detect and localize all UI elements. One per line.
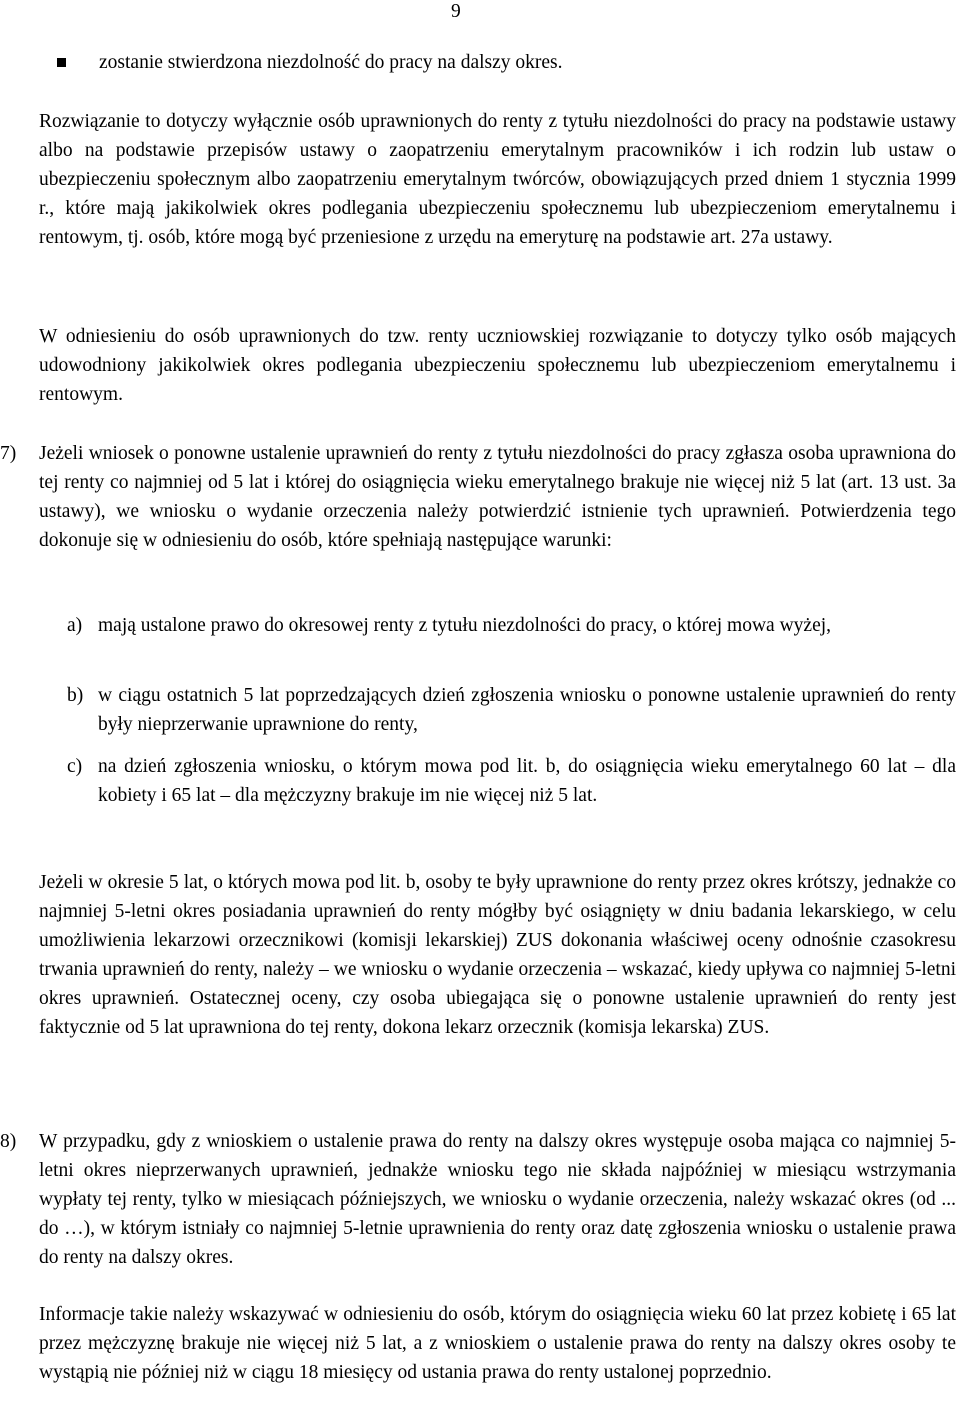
item-8-label: 8) (0, 1131, 17, 1152)
item-8-text: W przypadku, gdy z wnioskiem o ustalenie prawa do renty na dalszy okres występuje osoba mająca co najmniej 5-letni okres nieprzerwanych uprawnień, jednakże wniosku tego nie składa najpóźniej w miesiącu wstrzymania wypłaty tej renty, tylko w miesiącach późniejszych, we wniosku o wydanie orzeczenia, należy wskazać okres (od ... do …), w którym istniały co najmniej 5-letnie uprawnienia do renty oraz datę zgłoszenia wniosku o ustalenie prawa do renty na dalszy okres. (39, 1131, 956, 1268)
paragraph-rozwiazanie: Rozwiązanie to dotyczy wyłącznie osób uprawnionych do renty z tytułu niezdolności do pracy na podstawie ustawy albo na podstawie przepisów ustawy o zaopatrzeniu emerytalnym pracowników i ich rodzin lub ustaw o ubezpieczeniu społecznym albo zaopatrzeniu emerytalnym twórców, obowiązujących przed dniem 1 stycznia 1999 r., które mają jakikolwiek okres podlegania ubezpieczeniu społecznemu lub ubezpieczeniom emerytalnemu i rentowym, tj. osób, które mogą być przeniesione z urzędu na emeryturę na podstawie art. 27a ustawy. (39, 111, 956, 248)
sub-item-c-letter: c) (67, 756, 83, 777)
sub-item-a-letter: a) (67, 615, 83, 636)
square-bullet-icon (57, 58, 66, 67)
sub-item-b-letter: b) (67, 685, 84, 706)
sub-item-c-text: na dzień zgłoszenia wniosku, o którym mowa pod lit. b, do osiągnięcia wieku emerytalnego 60 lat – dla kobiety i 65 lat – dla mężczyzny brakuje im nie więcej niż 5 lat. (98, 756, 956, 806)
paragraph-renta-uczniowska: W odniesieniu do osób uprawnionych do tzw. renty uczniowskiej rozwiązanie to dotyczy tylko osób mających udowodniony jakikolwiek okres podlegania ubezpieczeniu społecznemu lub ubezpieczeniom emerytalnemu i rentowym. (39, 326, 956, 405)
sub-item-b-text: w ciągu ostatnich 5 lat poprzedzających dzień zgłoszenia wniosku o ponowne ustalenie uprawnień do renty były nieprzerwanie uprawnione do renty, (98, 685, 956, 735)
bullet-text: zostanie stwierdzona niezdolność do pracy na dalszy okres. (99, 52, 563, 73)
sub-item-a-text: mają ustalone prawo do okresowej renty z tytułu niezdolności do pracy, o której mowa wyżej, (98, 615, 832, 636)
item-8-after-text: Informacje takie należy wskazywać w odniesieniu do osób, którym do osiągnięcia wieku 60 lat przez kobietę i 65 lat przez mężczyznę brakuje nie więcej niż 5 lat, a z wnioskiem o ustalenie prawa do renty na dalszy okres osoby te wystąpią nie później niż w ciągu 18 miesięcy od ustania prawa do renty ustalonej poprzednio. (39, 1304, 956, 1383)
item-7-text: Jeżeli wniosek o ponowne ustalenie uprawnień do renty z tytułu niezdolności do pracy zgłasza osoba uprawniona do tej renty co najmniej od 5 lat i której do osiągnięcia wieku emerytalnego brakuje nie więcej niż 5 lat (art. 13 ust. 3a ustawy), we wniosku o wydanie orzeczenia należy potwierdzić istnienie tych uprawnień. Potwierdzenia tego dokonuje się w odniesieniu do osób, które spełniają następujące warunki: (39, 443, 956, 551)
item-7-label: 7) (0, 443, 17, 464)
page-number: 9 (451, 1, 461, 22)
item-7-after-text: Jeżeli w okresie 5 lat, o których mowa pod lit. b, osoby te były uprawnione do renty przez okres krótszy, jednakże co najmniej 5-letni okres posiadania uprawnień do renty mógłby być osiągnięty w dniu badania lekarskiego, w celu umożliwienia lekarzowi orzecznikowi (komisji lekarskiej) ZUS dokonania właściwej oceny odnośnie czasokresu trwania uprawnień do renty, należy – we wniosku o wydanie orzeczenia – wskazać, kiedy upływa co najmniej 5-letni okres uprawnień. Ostatecznej oceny, czy osoba ubiegająca się o ponowne ustalenie uprawnień do renty jest faktycznie od 5 lat uprawniona do tej renty, dokona lekarz orzecznik (komisja lekarska) ZUS. (39, 872, 956, 1038)
